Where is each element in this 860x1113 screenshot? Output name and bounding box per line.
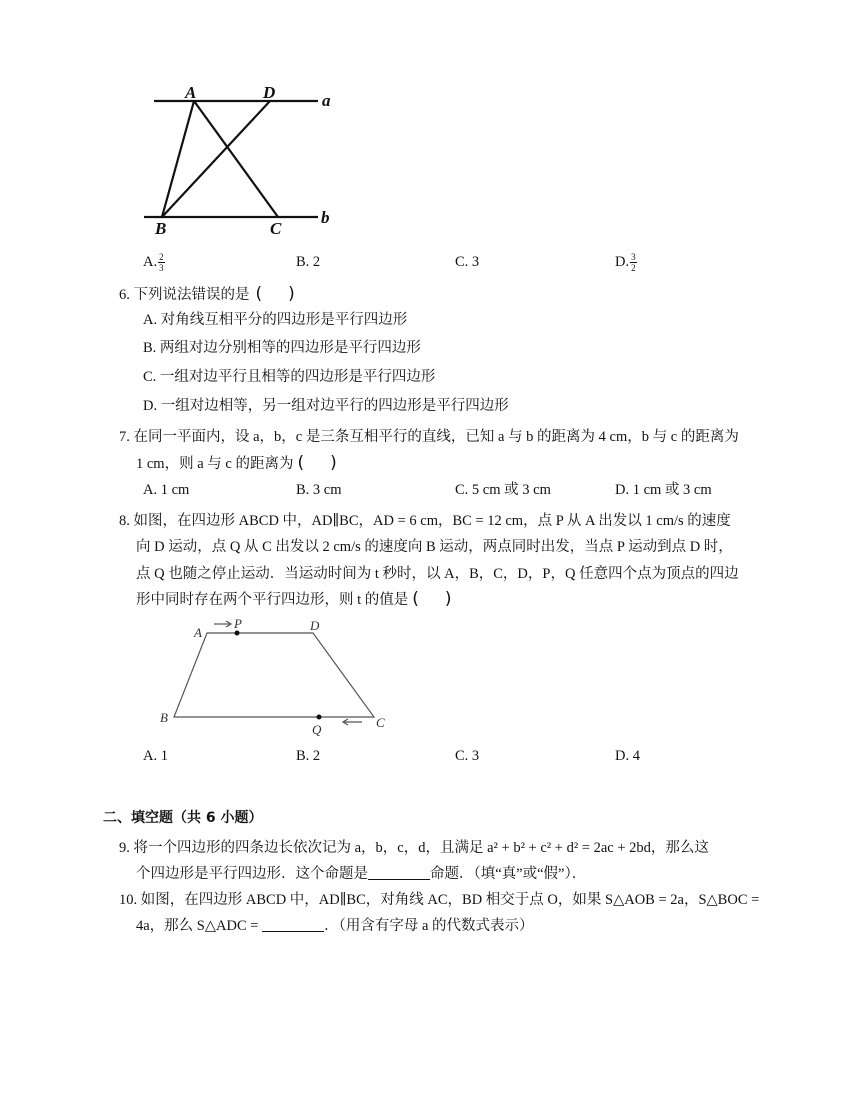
q10-stem-line1: 10. 如图，在四边形 ABCD 中，AD∥BC，对角线 AC，BD 相交于点 O，如果 S△AOB = 2a，S△BOC = [119,892,760,908]
q8-stem-line1: 8. 如图，在四边形 ABCD 中，AD∥BC，AD = 6 cm，BC = 12 cm，点 P 从 A 出发以 1 cm/s 的速度 [119,513,731,529]
q8-option-b: B. 2 [296,748,321,764]
label-B: B [155,219,167,238]
label-P: P [234,616,242,631]
label-C: C [376,715,385,730]
q7-option-b: B. 3 cm [296,482,342,498]
label-D: D [263,83,276,102]
q5-option-b: B. 2 [296,254,321,270]
label-A: A [185,83,197,102]
label-D: D [310,618,320,633]
q5-option-a: A. $\frac{2}{3}$ [143,252,164,274]
point-Q [317,715,322,720]
q8-figure [150,612,400,742]
q6-stem: 6. 下列说法错误的是 ( ) [119,284,295,304]
point-P [235,631,240,636]
label-C: C [270,219,282,238]
q6-option-b: B. 两组对边分别相等的四边形是平行四边形 [143,340,421,356]
answer-blank [368,865,430,880]
trapezoid-abcd [174,633,374,717]
q7-stem-line1: 7. 在同一平面内，设 a，b，c 是三条互相平行的直线，已知 a 与 b 的距离为 4 cm，b 与 c 的距离为 [119,429,739,445]
q8-option-a: A. 1 [143,748,168,764]
q7-option-a: A. 1 cm [143,482,190,498]
q8-option-c: C. 3 [455,748,480,764]
q6-option-c: C. 一组对边平行且相等的四边形是平行四边形 [143,369,436,385]
q5-option-d: D. $\frac{3}{2}$ [615,252,636,274]
q8-stem-line3: 点 Q 也随之停止运动．当运动时间为 t 秒时，以 A，B，C，D，P，Q 任意四个点为顶点的四边 [136,566,739,582]
q7-option-c: C. 5 cm 或 3 cm [455,482,551,498]
label-b: b [321,208,330,227]
label-A: A [194,625,202,640]
q5-figure [140,78,340,238]
q6-option-a: A. 对角线互相平分的四边形是平行四边形 [143,312,408,328]
q5-option-c: C. 3 [455,254,480,270]
fraction: $\frac{2}{3}$ [159,252,164,274]
section-title: 二、填空题（共 6 小题） [103,810,263,826]
fraction: $\frac{3}{2}$ [631,252,636,274]
q8-stem-line4: 形中同时存在两个平行四边形，则 t 的值是 ( ) [136,589,452,609]
label-Q: Q [312,722,322,737]
q7-option-d: D. 1 cm 或 3 cm [615,482,712,498]
q10-stem-line2: 4a，那么 S△ADC = ．（用含有字母 a 的代数式表示） [136,918,534,934]
q8-option-d: D. 4 [615,748,640,764]
label-B: B [160,710,168,725]
q7-stem-line2: 1 cm，则 a 与 c 的距离为 ( ) [136,453,337,473]
q9-stem-line1: 9. 将一个四边形的四条边长依次记为 a，b，c，d，且满足 a² + b² + c² + d² = 2ac + 2bd，那么这 [119,840,709,856]
label-a: a [322,91,331,110]
q9-stem-line2: 个四边形是平行四边形．这个命题是 命题．（填“真”或“假”）． [136,866,587,882]
segment-AC [194,101,278,217]
q8-stem-line2: 向 D 运动，点 Q 从 C 出发以 2 cm/s 的速度向 B 运动，两点同时出发，当点 P 运动到点 D 时， [136,539,733,555]
answer-blank [262,917,324,932]
q6-option-d: D. 一组对边相等，另一组对边平行的四边形是平行四边形 [143,398,509,414]
